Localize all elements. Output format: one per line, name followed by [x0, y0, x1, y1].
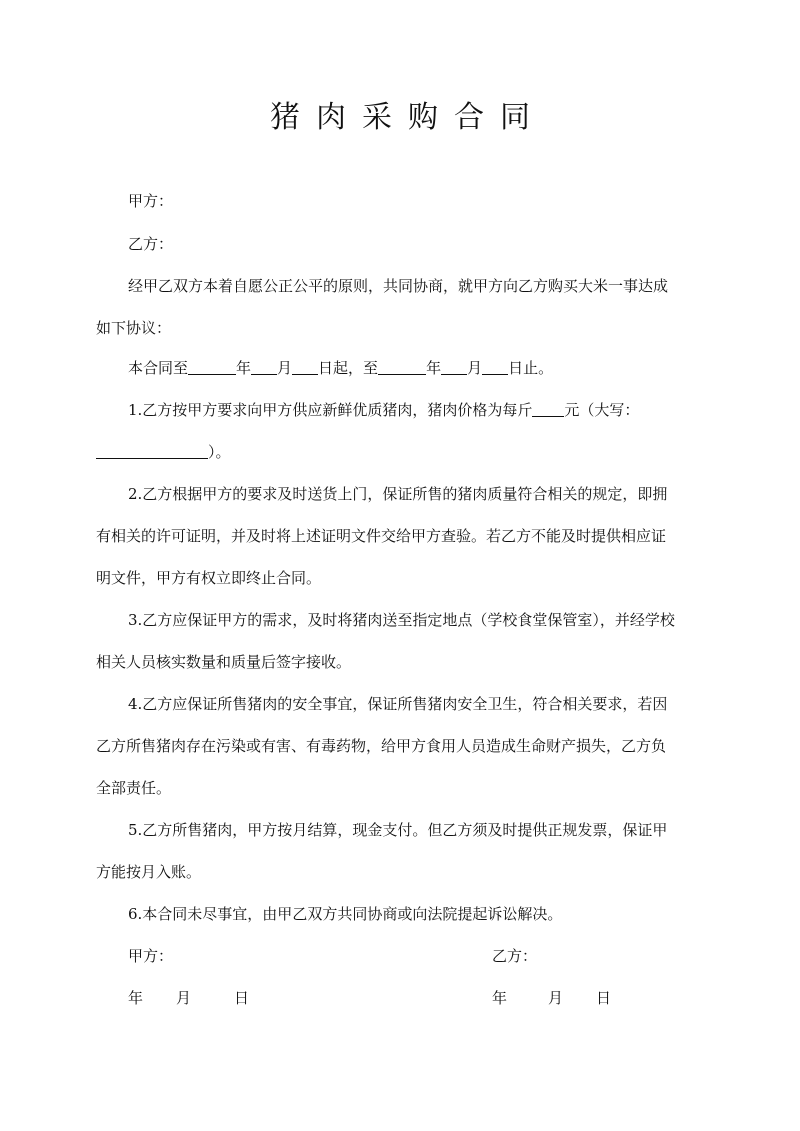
signature-party-a-label: 甲方： [128, 947, 174, 965]
clause-2-line-3: 明文件，甲方有权立即终止合同。 [96, 569, 322, 587]
term-line [128, 358, 748, 378]
term-day-1: 日起，至 [318, 359, 379, 377]
date-b-day: 日 [596, 989, 612, 1007]
signature-party-a-date [128, 988, 249, 1008]
clause-6-line-1: 6.本合同未尽事宜，由甲乙双方共同协商或向法院提起诉讼解决。 [128, 905, 563, 923]
signature-party-b-label: 乙方： [492, 947, 538, 965]
term-month-2: 月 [467, 359, 483, 377]
price-in-words-blank[interactable] [96, 443, 208, 459]
start-year-blank[interactable] [188, 359, 236, 375]
clause-1-line-1 [128, 400, 748, 420]
end-year-blank[interactable] [378, 359, 426, 375]
clause-1-line-2 [96, 442, 716, 462]
term-text-start: 本合同至 [128, 359, 189, 377]
clause-4-line-3: 全部责任。 [96, 779, 172, 797]
clause-1-text: 1.乙方按甲方要求向甲方供应新鲜优质猪肉，猪肉价格为每斤 [128, 401, 533, 419]
end-day-blank[interactable] [482, 359, 508, 375]
term-month-1: 月 [277, 359, 293, 377]
term-year-1: 年 [236, 359, 252, 377]
date-b-month: 月 [548, 989, 564, 1007]
start-day-blank[interactable] [292, 359, 318, 375]
term-year-2: 年 [426, 359, 442, 377]
end-month-blank[interactable] [441, 359, 467, 375]
clause-4-line-2: 乙方所售猪肉存在污染或有害、有毒药物，给甲方食用人员造成生命财产损失，乙方负 [96, 737, 667, 755]
intro-line-2: 如下协议： [96, 319, 172, 337]
start-month-blank[interactable] [251, 359, 277, 375]
intro-line-1: 经甲乙双方本着自愿公正公平的原则，共同协商，就甲方向乙方购买大米一事达成 [128, 277, 669, 295]
clause-5-line-1: 5.乙方所售猪肉，甲方按月结算，现金支付。但乙方须及时提供正规发票，保证甲 [128, 821, 668, 839]
clause-3-line-2: 相关人员核实数量和质量后签字接收。 [96, 653, 352, 671]
term-day-2: 日止。 [508, 359, 554, 377]
signature-party-b-date [492, 988, 611, 1008]
date-a-year: 年 [128, 989, 144, 1007]
clause-2-line-1: 2.乙方根据甲方的要求及时送货上门，保证所售的猪肉质量符合相关的规定，即拥 [128, 485, 668, 503]
clause-3-line-1: 3.乙方应保证甲方的需求，及时将猪肉送至指定地点（学校食堂保管室），并经学校 [128, 611, 675, 629]
document-title: 猪肉采购合同 [270, 100, 546, 135]
date-a-day: 日 [234, 989, 250, 1007]
clause-1-close: ）。 [208, 443, 231, 461]
price-blank[interactable] [532, 401, 564, 417]
clause-5-line-2: 方能按月入账。 [96, 863, 202, 881]
date-a-month: 月 [176, 989, 192, 1007]
party-a-label: 甲方： [128, 192, 174, 210]
clause-4-line-1: 4.乙方应保证所售猪肉的安全事宜，保证所售猪肉安全卫生，符合相关要求，若因 [128, 695, 668, 713]
party-b-label: 乙方： [128, 235, 174, 253]
date-b-year: 年 [492, 989, 508, 1007]
clause-2-line-2: 有相关的许可证明，并及时将上述证明文件交给甲方查验。若乙方不能及时提供相应证 [96, 527, 667, 545]
clause-1-unit: 元（大写： [564, 401, 640, 419]
